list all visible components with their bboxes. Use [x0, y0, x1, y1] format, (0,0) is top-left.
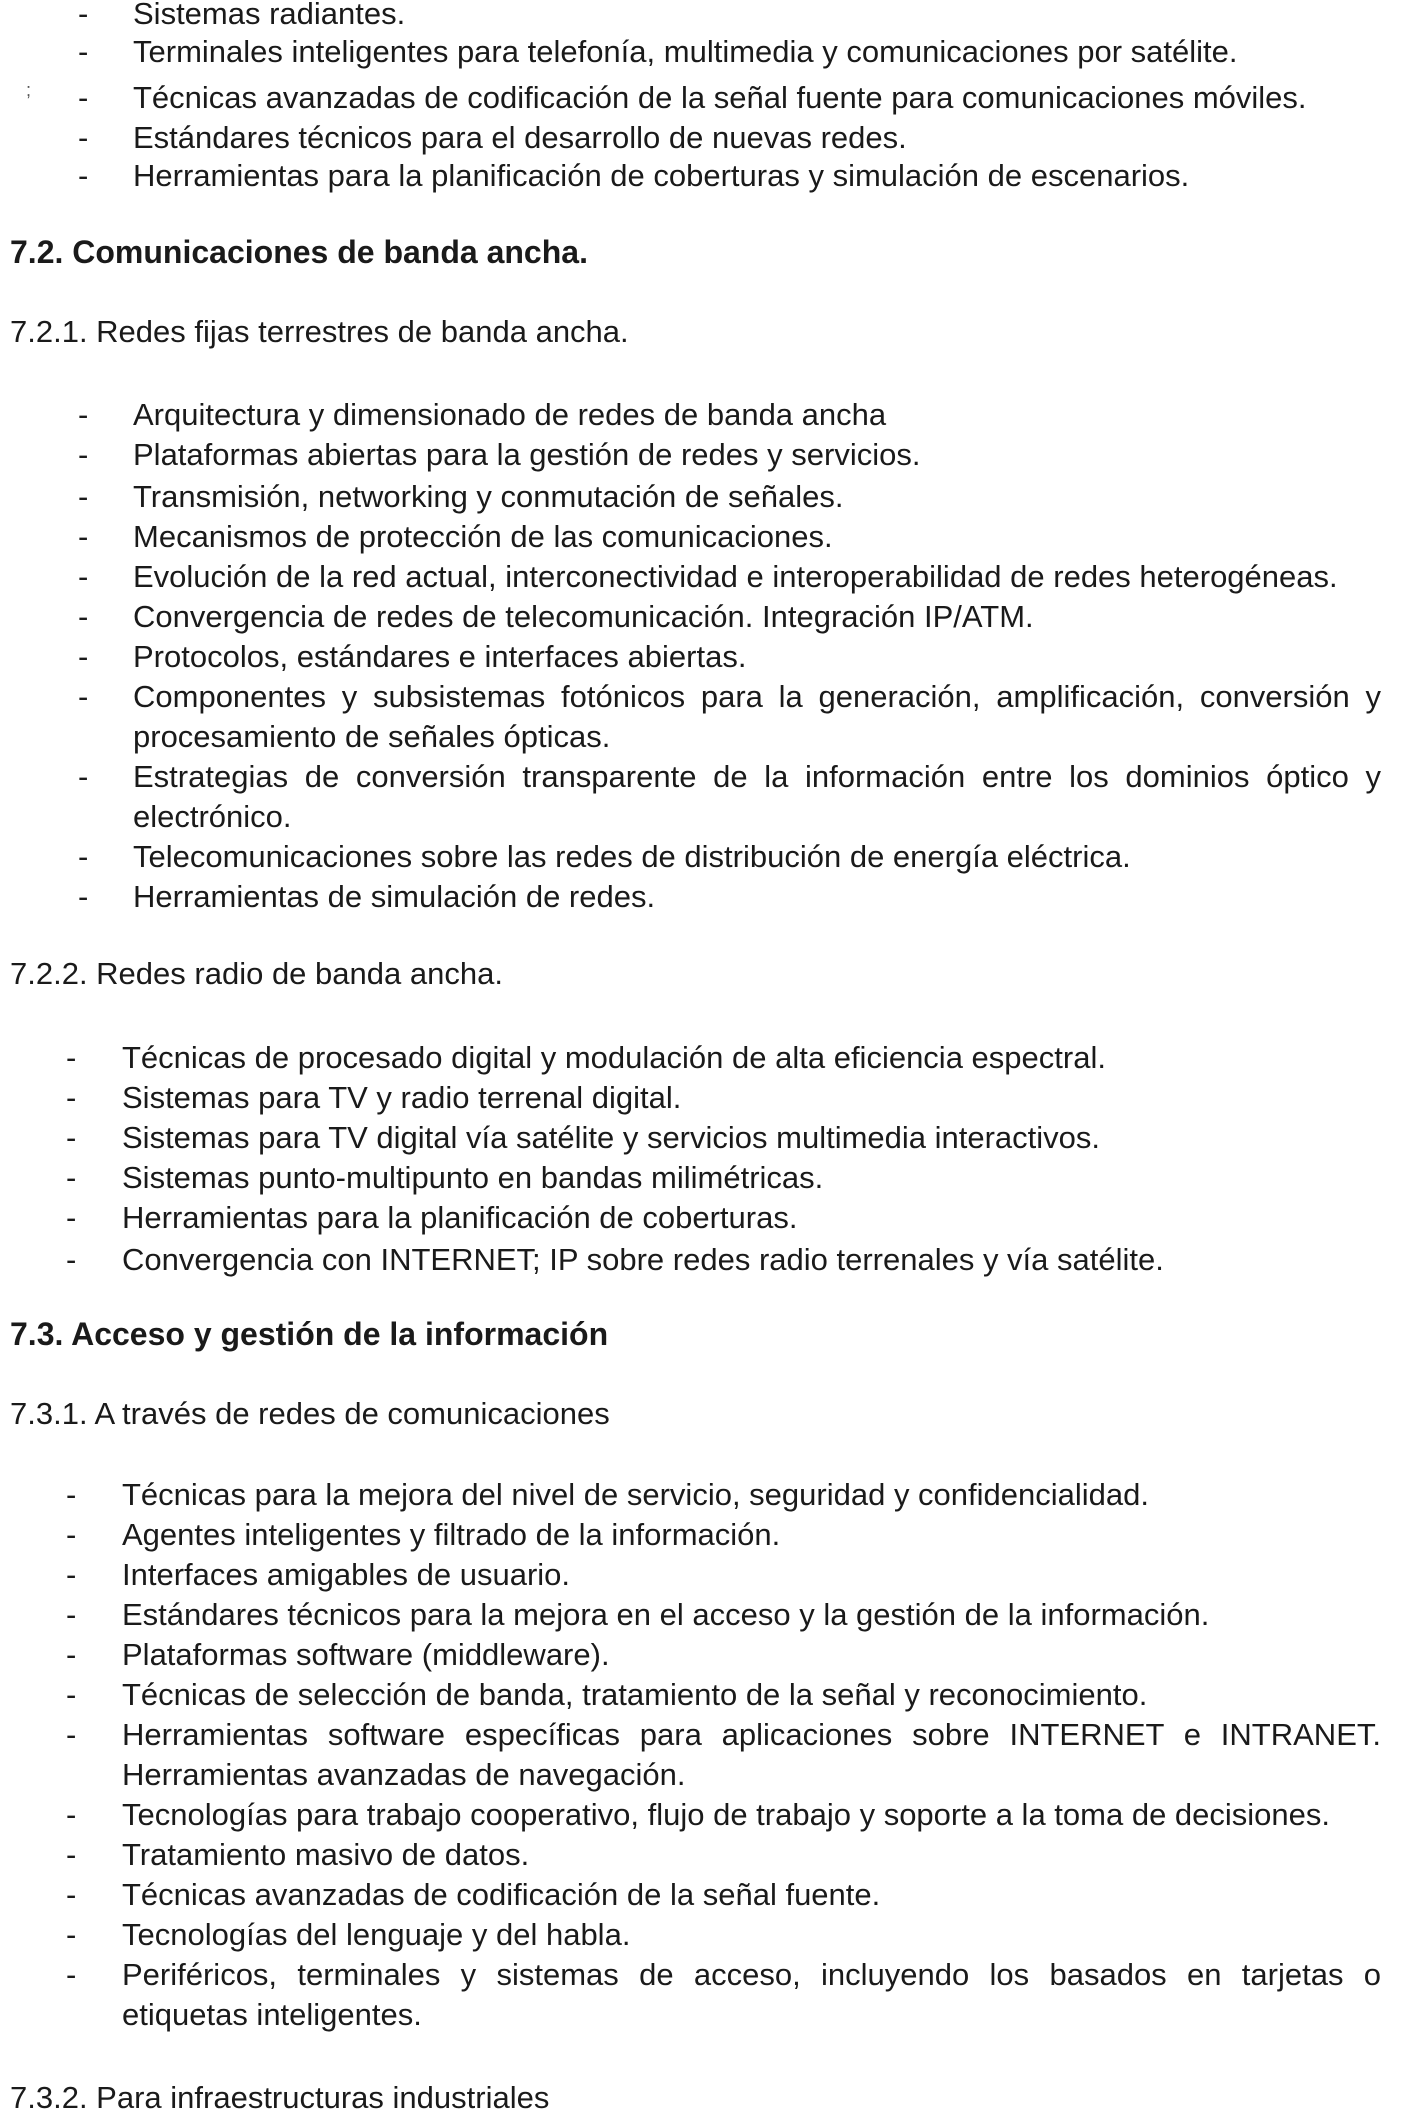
bullet-dash: -	[66, 1877, 77, 1912]
list-item-text: Herramientas para la planificación de coberturas y simulación de escenarios.	[133, 158, 1190, 193]
bullet-dash: -	[66, 1080, 77, 1115]
bullet-dash: -	[66, 1957, 77, 1992]
bullet-dash: -	[66, 1717, 77, 1752]
bullet-dash: -	[78, 759, 89, 794]
list-item	[0, 1715, 1407, 1795]
list-item	[0, 677, 1407, 757]
list-item-text: Herramientas software específicas para aplicaciones sobre INTERNET e INTRANET. Herramientas avanzadas de navegación.	[122, 1717, 1381, 1792]
list-item-text: Plataformas abiertas para la gestión de redes y servicios.	[133, 437, 921, 472]
list-item-text: Transmisión, networking y conmutación de señales.	[133, 479, 844, 514]
list-item-text: Técnicas de procesado digital y modulación de alta eficiencia espectral.	[122, 1040, 1106, 1075]
list-item-text: Interfaces amigables de usuario.	[122, 1557, 571, 1592]
bullet-dash: -	[66, 1837, 77, 1872]
list-item-text: Telecomunicaciones sobre las redes de distribución de energía eléctrica.	[133, 839, 1131, 874]
bullet-dash: -	[78, 479, 89, 514]
bullet-dash: -	[66, 1917, 77, 1952]
bullet-dash: -	[78, 519, 89, 554]
subsection-heading: 7.2.1. Redes fijas terrestres de banda ancha.	[10, 314, 629, 349]
list-item	[0, 118, 1407, 158]
list-item-text: Técnicas de selección de banda, tratamiento de la señal y reconocimiento.	[122, 1677, 1148, 1712]
bullet-dash: -	[78, 158, 89, 193]
list-item	[0, 0, 1407, 34]
scan-speck: ;	[26, 80, 32, 100]
list-item-text: Protocolos, estándares e interfaces abiertas.	[133, 639, 747, 674]
list-item-text: Técnicas avanzadas de codificación de la señal fuente.	[122, 1877, 881, 1912]
bullet-dash: -	[66, 1160, 77, 1195]
list-item-text: Tecnologías del lenguaje y del habla.	[122, 1917, 631, 1952]
list-item-text: Evolución de la red actual, interconectividad e interoperabilidad de redes heterogéneas.	[133, 559, 1338, 594]
list-item-text: Técnicas avanzadas de codificación de la señal fuente para comunicaciones móviles.	[133, 80, 1307, 115]
list-item-text: Herramientas para la planificación de coberturas.	[122, 1200, 798, 1235]
bullet-dash: -	[78, 80, 89, 115]
list-item-text: Convergencia con INTERNET; IP sobre redes radio terrenales y vía satélite.	[122, 1242, 1164, 1277]
bullet-dash: -	[66, 1120, 77, 1155]
bullet-dash: -	[78, 34, 89, 69]
bullet-dash: -	[78, 559, 89, 594]
list-item-text: Tratamiento masivo de datos.	[122, 1837, 530, 1872]
bullet-dash: -	[78, 120, 89, 155]
bullet-dash: -	[66, 1557, 77, 1592]
bullet-dash: -	[66, 1040, 77, 1075]
list-item-text: Estándares técnicos para el desarrollo de nuevas redes.	[133, 120, 907, 155]
bullet-dash: -	[78, 839, 89, 874]
section-heading: 7.3. Acceso y gestión de la información	[10, 1316, 609, 1352]
bullet-dash: -	[66, 1797, 77, 1832]
bullet-dash: -	[78, 679, 89, 714]
bullet-dash: -	[78, 437, 89, 472]
list-item-text: Herramientas de simulación de redes.	[133, 879, 656, 914]
list-item-text: Sistemas para TV y radio terrenal digital.	[122, 1080, 682, 1115]
list-item-text: Sistemas radiantes.	[133, 0, 406, 31]
bullet-dash: -	[78, 639, 89, 674]
list-item	[0, 156, 1407, 196]
list-item-text: Agentes inteligentes y filtrado de la información.	[122, 1517, 781, 1552]
list-item-text: Plataformas software (middleware).	[122, 1637, 610, 1672]
list-item-text: Estándares técnicos para la mejora en el acceso y la gestión de la información.	[122, 1597, 1210, 1632]
subsection-heading: 7.3.2. Para infraestructuras industriales	[10, 2080, 550, 2115]
subsection-heading: 7.2.2. Redes radio de banda ancha.	[10, 956, 503, 991]
list-item-text: Técnicas para la mejora del nivel de servicio, seguridad y confidencialidad.	[122, 1477, 1149, 1512]
list-item-text: Estrategias de conversión transparente de la información entre los dominios óptico y electrónico.	[133, 759, 1381, 834]
bullet-dash: -	[78, 0, 89, 31]
bullet-dash: -	[78, 397, 89, 432]
list-item-text: Mecanismos de protección de las comunicaciones.	[133, 519, 833, 554]
list-item-text: Convergencia de redes de telecomunicación. Integración IP/ATM.	[133, 599, 1034, 634]
subsection-heading: 7.3.1. A través de redes de comunicaciones	[10, 1396, 610, 1431]
bullet-dash: -	[66, 1477, 77, 1512]
list-item-text: Terminales inteligentes para telefonía, multimedia y comunicaciones por satélite.	[133, 34, 1238, 69]
list-item-text: Arquitectura y dimensionado de redes de banda ancha	[133, 397, 887, 432]
list-item-text: Periféricos, terminales y sistemas de acceso, incluyendo los basados en tarjetas o etiquetas inteligentes.	[122, 1957, 1381, 2032]
list-item	[0, 1955, 1407, 2035]
list-item	[0, 757, 1407, 837]
list-item-text: Sistemas punto-multipunto en bandas milimétricas.	[122, 1160, 824, 1195]
list-item-text: Tecnologías para trabajo cooperativo, flujo de trabajo y soporte a la toma de decisiones.	[122, 1797, 1331, 1832]
bullet-dash: -	[66, 1200, 77, 1235]
bullet-dash: -	[66, 1597, 77, 1632]
list-item-text: Sistemas para TV digital vía satélite y servicios multimedia interactivos.	[122, 1120, 1101, 1155]
bullet-dash: -	[66, 1242, 77, 1277]
list-item	[0, 78, 1407, 118]
bullet-dash: -	[66, 1517, 77, 1552]
section-heading: 7.2. Comunicaciones de banda ancha.	[10, 234, 588, 270]
list-item	[0, 32, 1407, 72]
bullet-dash: -	[66, 1637, 77, 1672]
bullet-dash: -	[78, 879, 89, 914]
list-item-text: Componentes y subsistemas fotónicos para la generación, amplificación, conversión y procesamiento de señales ópticas.	[133, 679, 1381, 754]
bullet-dash: -	[66, 1677, 77, 1712]
bullet-dash: -	[78, 599, 89, 634]
